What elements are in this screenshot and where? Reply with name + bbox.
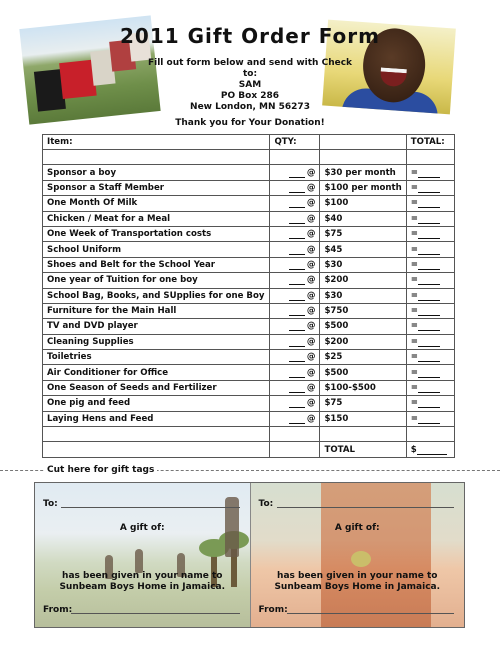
at-symbol: @ [306,198,316,209]
item-price: $30 [320,288,406,303]
equals-symbol: = [410,275,418,286]
table-row [43,288,455,303]
total-blank[interactable] [418,231,440,239]
tag-to-label: To: [258,499,274,509]
table-row [43,334,455,349]
gift-tags [34,482,465,628]
equals-symbol: = [410,182,418,193]
item-name: One Season of Seeds and Fertilizer [43,380,270,395]
qty-blank[interactable] [289,308,305,316]
qty-blank[interactable] [289,216,305,224]
total-blank[interactable] [418,354,440,362]
qty-blank[interactable] [289,170,305,178]
gift-order-table [42,134,455,458]
tag-from-label: From: [258,605,288,615]
at-symbol: @ [306,229,316,240]
tag-given-text [35,571,250,593]
qty-field[interactable] [270,180,320,195]
total-field[interactable] [406,196,454,211]
total-field[interactable] [406,365,454,380]
qty-blank[interactable] [289,385,305,393]
equals-symbol: = [410,352,418,363]
qty-field[interactable] [270,165,320,180]
qty-field[interactable] [270,334,320,349]
total-blank[interactable] [418,262,440,270]
qty-blank[interactable] [289,354,305,362]
item-name: Sponsor a Staff Member [43,180,270,195]
table-header-row [43,135,455,150]
tag-gift-label: A gift of: [334,523,380,533]
gift-tag-right [250,483,465,627]
total-field[interactable] [406,350,454,365]
grand-total-blank[interactable] [417,447,447,455]
table-spacer-row [43,427,455,442]
at-symbol: @ [306,306,316,317]
qty-field[interactable] [270,273,320,288]
item-name: Laying Hens and Feed [43,411,270,426]
qty-field[interactable] [270,288,320,303]
table-row [43,380,455,395]
tag-from-line[interactable] [287,613,455,614]
item-price: $200 [320,273,406,288]
total-field[interactable] [406,288,454,303]
tag-from-line[interactable] [71,613,240,614]
item-name: Air Conditioner for Office [43,365,270,380]
item-price: $40 [320,211,406,226]
qty-field[interactable] [270,303,320,318]
item-price: $150 [320,411,406,426]
total-blank[interactable] [418,385,440,393]
qty-field[interactable] [270,396,320,411]
total-row [43,442,455,457]
at-symbol: @ [306,290,316,301]
item-name: Shoes and Belt for the School Year [43,257,270,272]
item-name: School Bag, Books, and SUpplies for one Boy [43,288,270,303]
at-symbol: @ [306,321,316,332]
header-item: Item: [43,135,270,150]
total-field[interactable] [406,211,454,226]
table-spacer-row [43,150,455,165]
total-blank[interactable] [418,400,440,408]
at-symbol: @ [306,167,316,178]
total-blank[interactable] [418,339,440,347]
header-qty: QTY: [270,135,320,150]
item-name: Furniture for the Main Hall [43,303,270,318]
qty-field[interactable] [270,350,320,365]
table-row [43,273,455,288]
table-row [43,411,455,426]
item-name: School Uniform [43,242,270,257]
item-name: One Week of Transportation costs [43,226,270,241]
tag-gift-label: A gift of: [119,523,165,533]
table-row [43,257,455,272]
at-symbol: @ [306,213,316,224]
item-name: TV and DVD player [43,319,270,334]
total-label: TOTAL [320,442,406,457]
qty-field[interactable] [270,380,320,395]
qty-field[interactable] [270,319,320,334]
total-field[interactable] [406,273,454,288]
qty-blank[interactable] [289,277,305,285]
at-symbol: @ [306,367,316,378]
qty-field[interactable] [270,226,320,241]
total-field[interactable] [406,380,454,395]
tag-given-line2: Sunbeam Boys Home in Jamaica. [59,582,226,592]
total-field[interactable] [406,411,454,426]
table-row [43,242,455,257]
qty-blank[interactable] [289,262,305,270]
cut-label: Cut here for gift tags [44,465,157,475]
total-field[interactable] [406,319,454,334]
qty-field[interactable] [270,257,320,272]
header-price [320,135,406,150]
total-blank[interactable] [418,185,440,193]
qty-blank[interactable] [289,200,305,208]
grand-total-field[interactable] [406,442,454,457]
equals-symbol: = [410,198,418,209]
item-price: $45 [320,242,406,257]
thanks-text: Thank you for Your Donation! [175,118,325,128]
item-price: $100-$500 [320,380,406,395]
table-row [43,319,455,334]
qty-field[interactable] [270,365,320,380]
qty-blank[interactable] [289,323,305,331]
table-row [43,165,455,180]
address-name: SAM [238,80,262,90]
item-price: $200 [320,334,406,349]
equals-symbol: = [410,167,418,178]
total-blank[interactable] [418,323,440,331]
total-blank[interactable] [418,170,440,178]
tag-given-text [251,571,465,593]
item-name: Toiletries [43,350,270,365]
total-field[interactable] [406,257,454,272]
qty-field[interactable] [270,242,320,257]
total-field[interactable] [406,396,454,411]
qty-blank[interactable] [289,339,305,347]
tag-to-line[interactable] [277,507,455,508]
equals-symbol: = [410,383,418,394]
tag-given-line1: has been given in your name to [277,571,438,581]
item-price: $30 per month [320,165,406,180]
equals-symbol: = [410,367,418,378]
total-blank[interactable] [418,293,440,301]
total-field[interactable] [406,242,454,257]
equals-symbol: = [410,290,418,301]
equals-symbol: = [410,321,418,332]
item-price: $75 [320,226,406,241]
qty-field[interactable] [270,411,320,426]
table-row [43,350,455,365]
qty-blank[interactable] [289,293,305,301]
qty-field[interactable] [270,211,320,226]
tag-given-line1: has been given in your name to [62,571,223,581]
at-symbol: @ [306,275,316,286]
item-name: Cleaning Supplies [43,334,270,349]
table-row [43,396,455,411]
table-row [43,196,455,211]
table-row [43,211,455,226]
item-price: $500 [320,365,406,380]
item-price: $100 per month [320,180,406,195]
item-name: One Month Of Milk [43,196,270,211]
qty-blank[interactable] [289,185,305,193]
equals-symbol: = [410,229,418,240]
equals-symbol: = [410,259,418,270]
address-city: New London, MN 56273 [190,102,310,112]
gift-tag-left [35,483,250,627]
table-row [43,365,455,380]
item-name: Sponsor a boy [43,165,270,180]
item-price: $25 [320,350,406,365]
at-symbol: @ [306,244,316,255]
table-row [43,226,455,241]
equals-symbol: = [410,244,418,255]
total-field[interactable] [406,303,454,318]
item-name: One pig and feed [43,396,270,411]
tag-to-line[interactable] [61,507,240,508]
item-price: $100 [320,196,406,211]
total-field[interactable] [406,165,454,180]
total-blank[interactable] [418,200,440,208]
qty-blank[interactable] [289,231,305,239]
total-blank[interactable] [418,277,440,285]
at-symbol: @ [306,336,316,347]
item-price: $500 [320,319,406,334]
at-symbol: @ [306,182,316,193]
at-symbol: @ [306,352,316,363]
qty-blank[interactable] [289,370,305,378]
tag-given-line2: Sunbeam Boys Home in Jamaica. [274,582,441,592]
at-symbol: @ [306,413,316,424]
qty-blank[interactable] [289,400,305,408]
tag-to-label: To: [43,499,58,509]
total-blank[interactable] [418,216,440,224]
mailing-instructions [140,58,360,113]
equals-symbol: = [410,336,418,347]
header-total: TOTAL: [406,135,454,150]
total-blank[interactable] [418,370,440,378]
equals-symbol: = [410,413,418,424]
item-price: $75 [320,396,406,411]
page-title: 2011 Gift Order Form [120,24,380,48]
table-row [43,180,455,195]
equals-symbol: = [410,306,418,317]
total-blank[interactable] [418,416,440,424]
qty-field[interactable] [270,196,320,211]
table-row [43,303,455,318]
total-field[interactable] [406,334,454,349]
item-name: One year of Tuition for one boy [43,273,270,288]
item-name: Chicken / Meat for a Meal [43,211,270,226]
at-symbol: @ [306,259,316,270]
equals-symbol: = [410,398,418,409]
qty-blank[interactable] [289,247,305,255]
dollar-sign: $ [410,444,417,455]
at-symbol: @ [306,398,316,409]
equals-symbol: = [410,213,418,224]
item-price: $750 [320,303,406,318]
qty-blank[interactable] [289,416,305,424]
item-price: $30 [320,257,406,272]
address-box: PO Box 286 [220,91,280,101]
instruction-text: Fill out form below and send with Check to: [147,58,353,79]
at-symbol: @ [306,383,316,394]
total-blank[interactable] [418,247,440,255]
tag-from-label: From: [43,605,73,615]
total-blank[interactable] [418,308,440,316]
total-field[interactable] [406,226,454,241]
total-field[interactable] [406,180,454,195]
